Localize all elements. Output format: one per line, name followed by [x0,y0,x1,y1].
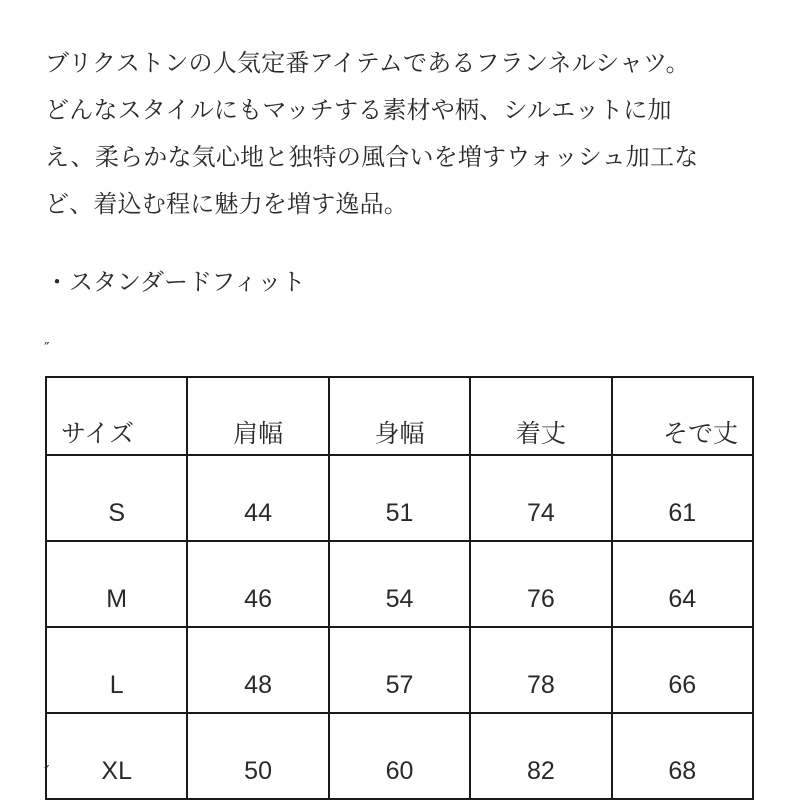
header-shoulder-width: 肩幅 [187,377,328,455]
table-header-row [46,377,753,455]
table-cell: 57 [329,627,470,713]
quote-mark-bottom: ″ [44,762,50,780]
table-cell: 48 [187,627,328,713]
table-cell: 54 [329,541,470,627]
table-row [46,455,753,541]
description-line: ど、着込む程に魅力を増す逸品。 [45,190,408,218]
table-cell: 64 [612,541,753,627]
header-sleeve-length: そで丈 [612,377,753,455]
header-size: サイズ [46,377,187,455]
header-body-width: 身幅 [329,377,470,455]
table-cell: 68 [612,713,753,799]
table-row [46,627,753,713]
table-cell: 66 [612,627,753,713]
product-description [45,40,765,228]
description-line: え、柔らかな気心地と独特の風合いを増すウォッシュ加工な [45,143,699,171]
table-cell: 60 [329,713,470,799]
description-line: どんなスタイルにもマッチする素材や柄、シルエットに加 [45,96,672,124]
table-cell: M [46,541,187,627]
table-cell: 61 [612,455,753,541]
table-cell: 51 [329,455,470,541]
description-line: ブリクストンの人気定番アイテムであるフランネルシャツ。 [45,49,690,77]
fit-note: ・スタンダードフィット [45,268,306,296]
table-cell: 76 [470,541,611,627]
table-cell: 78 [470,627,611,713]
table-cell: L [46,627,187,713]
quote-mark-top: ″ [44,339,50,357]
table-cell: 44 [187,455,328,541]
size-table [45,376,754,800]
table-cell: S [46,455,187,541]
table-cell: 46 [187,541,328,627]
table-row [46,541,753,627]
table-cell: 50 [187,713,328,799]
table-cell: 74 [470,455,611,541]
table-cell: XL [46,713,187,799]
table-row [46,713,753,799]
table-cell: 82 [470,713,611,799]
header-length: 着丈 [470,377,611,455]
